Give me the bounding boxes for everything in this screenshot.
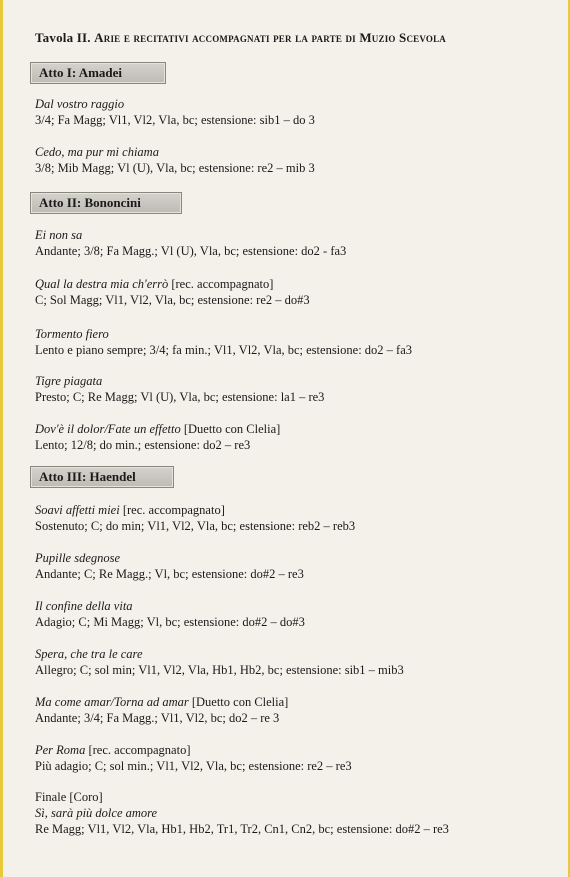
aria-title: Ma come amar/Torna ad amar (35, 695, 189, 709)
aria-note: [rec. accompagnato] (85, 743, 191, 757)
finale-heading: Finale [Coro] (35, 790, 103, 804)
finale-entry (35, 789, 555, 837)
aria-note: [Duetto con Clelia] (188, 695, 289, 709)
page-title (35, 30, 555, 46)
aria-entry (35, 742, 555, 774)
aria-entry (35, 276, 555, 308)
aria-details: Più adagio; C; sol min.; Vl1, Vl2, Vla, bc; estensione: re2 – re3 (35, 759, 352, 773)
aria-title: Dov'è il dolor/Fate un effetto (35, 422, 181, 436)
aria-details: Andante; C; Re Magg.; Vl, bc; estensione: do#2 – re3 (35, 567, 304, 581)
aria-entry (35, 421, 555, 453)
aria-entry (35, 502, 555, 534)
page-edge (0, 0, 3, 877)
act-heading-2: Atto II: Bononcini (30, 192, 182, 214)
aria-entry (35, 227, 555, 259)
aria-details: Allegro; C; sol min; Vl1, Vl2, Vla, Hb1, Hb2, bc; estensione: sib1 – mib3 (35, 663, 404, 677)
aria-details: Lento; 12/8; do min.; estensione: do2 – re3 (35, 438, 251, 452)
finale-details: Re Magg; Vl1, Vl2, Vla, Hb1, Hb2, Tr1, Tr2, Cn1, Cn2, bc; estensione: do#2 – re3 (35, 822, 449, 836)
aria-details: Presto; C; Re Magg; Vl (U), Vla, bc; estensione: la1 – re3 (35, 390, 325, 404)
aria-title: Pupille sdegnose (35, 551, 121, 565)
aria-title: Dal vostro raggio (35, 97, 125, 111)
aria-details: 3/4; Fa Magg; Vl1, Vl2, Vla, bc; estensione: sib1 – do 3 (35, 113, 315, 127)
aria-title: Soavi affetti miei (35, 503, 120, 517)
aria-details: Andante; 3/8; Fa Magg.; Vl (U), Vla, bc; estensione: do2 - fa3 (35, 244, 347, 258)
aria-title: Spera, che tra le care (35, 647, 143, 661)
title-lead: Tavola II. (35, 30, 91, 45)
aria-entry (35, 598, 555, 630)
aria-title: Per Roma (35, 743, 86, 757)
act-heading-3: Atto III: Haendel (30, 466, 174, 488)
aria-title: Il confine della vita (35, 599, 133, 613)
title-text: Arie e recitativi accompagnati per la parte di Muzio Scevola (94, 30, 447, 45)
aria-details: Adagio; C; Mi Magg; Vl, bc; estensione: do#2 – do#3 (35, 615, 305, 629)
aria-title: Qual la destra mia ch'errò (35, 277, 169, 291)
aria-entry (35, 694, 555, 726)
aria-note: [Duetto con Clelia] (180, 422, 281, 436)
aria-entry (35, 326, 555, 358)
aria-entry (35, 144, 555, 176)
aria-note: [rec. accompagnato] (168, 277, 274, 291)
aria-title: Cedo, ma pur mi chiama (35, 145, 159, 159)
aria-entry (35, 373, 555, 405)
act-heading-1: Atto I: Amadei (30, 62, 166, 84)
aria-entry (35, 646, 555, 678)
aria-title: Tigre piagata (35, 374, 103, 388)
aria-entry (35, 550, 555, 582)
finale-title: Sì, sarà più dolce amore (35, 806, 158, 820)
aria-details: C; Sol Magg; Vl1, Vl2, Vla, bc; estensione: re2 – do#3 (35, 293, 310, 307)
aria-title: Ei non sa (35, 228, 83, 242)
aria-entry (35, 96, 555, 128)
aria-details: Sostenuto; C; do min; Vl1, Vl2, Vla, bc; estensione: reb2 – reb3 (35, 519, 356, 533)
aria-details: Andante; 3/4; Fa Magg.; Vl1, Vl2, bc; do2 – re 3 (35, 711, 280, 725)
aria-details: 3/8; Mib Magg; Vl (U), Vla, bc; estensione: re2 – mib 3 (35, 161, 315, 175)
aria-note: [rec. accompagnato] (119, 503, 225, 517)
aria-title: Tormento fiero (35, 327, 109, 341)
aria-details: Lento e piano sempre; 3/4; fa min.; Vl1, Vl2, Vla, bc; estensione: do2 – fa3 (35, 343, 413, 357)
